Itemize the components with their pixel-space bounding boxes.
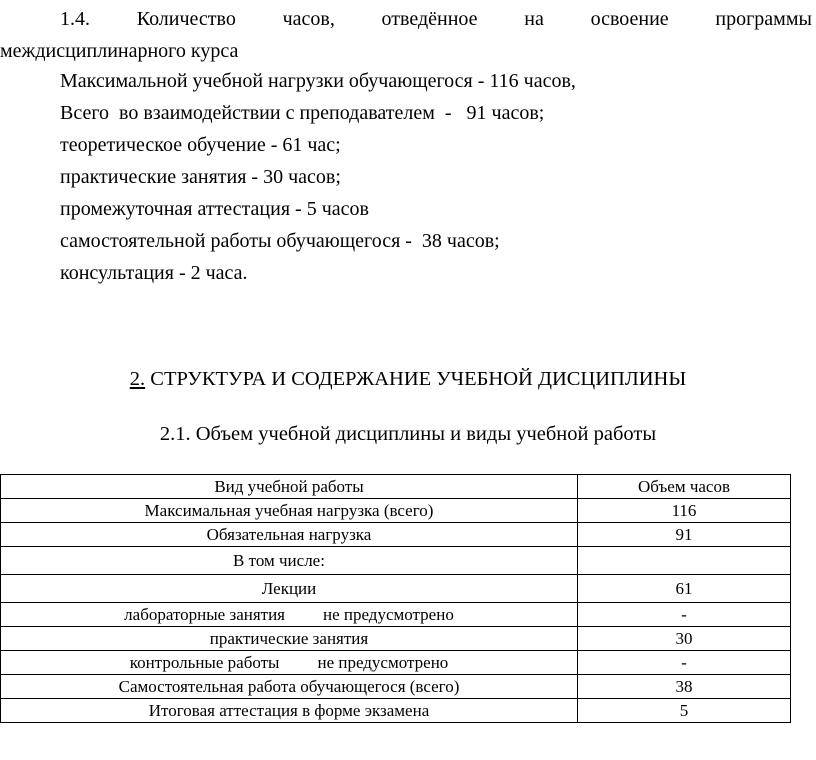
row-label-text: лабораторные занятия [124, 604, 285, 624]
row-label: Обязательная нагрузка [1, 523, 578, 547]
intro-word: Количество [136, 8, 236, 30]
table-row [1, 651, 791, 675]
row-label [1, 547, 578, 575]
row-value: - [578, 603, 791, 627]
intro-paragraph [0, 3, 812, 67]
column-header-type: Вид учебной работы [1, 475, 578, 499]
hours-list [60, 65, 800, 289]
row-value: 61 [578, 575, 791, 603]
row-note: не предусмотрено [323, 604, 454, 624]
table-row [1, 575, 791, 603]
row-value: 91 [578, 523, 791, 547]
hours-item: теоретическое обучение - 61 час; [60, 134, 341, 156]
table-row [1, 699, 791, 723]
section-title-text: СТРУКТУРА И СОДЕРЖАНИЕ УЧЕБНОЙ ДИСЦИПЛИНЫ [145, 368, 687, 390]
section-heading [0, 365, 816, 393]
row-label: Лекции [1, 575, 578, 603]
row-value: 38 [578, 675, 791, 699]
hours-item: промежуточная аттестация - 5 часов [60, 198, 369, 220]
hours-item: Максимальной учебной нагрузки обучающегося - 116 часов, [60, 70, 576, 92]
row-value: 30 [578, 627, 791, 651]
intro-word: программы [715, 8, 812, 30]
row-note: не предусмотрено [317, 652, 449, 672]
row-label: Максимальная учебная нагрузка (всего) [1, 499, 578, 523]
row-label: Итоговая аттестация в форме экзамена [1, 699, 578, 723]
section-number: 2. [129, 368, 146, 390]
intro-line-1 [0, 3, 812, 35]
table-row [1, 499, 791, 523]
hours-item: Всего во взаимодействии с преподавателем - 91 часов; [60, 102, 545, 124]
intro-word: на [524, 8, 544, 30]
hours-item: консультация - 2 часа. [60, 262, 248, 284]
column-header-hours: Объем часов [578, 475, 791, 499]
table-row [1, 603, 791, 627]
hours-item: самостоятельной работы обучающегося - 38 часов; [60, 230, 500, 252]
hours-item: практические занятия - 30 часов; [60, 166, 341, 188]
table-row [1, 547, 791, 575]
row-value [578, 547, 791, 575]
intro-line-2: междисциплинарного курса [0, 40, 239, 62]
table-row [1, 675, 791, 699]
row-value: 116 [578, 499, 791, 523]
row-label: Самостоятельная работа обучающегося (всего) [1, 675, 578, 699]
row-label [1, 603, 578, 627]
table-header-row [1, 475, 791, 499]
intro-word: 1.4. [60, 8, 90, 30]
row-label-text: контрольные работы [129, 652, 280, 672]
row-label-text: В том числе: [233, 550, 325, 570]
table-row [1, 627, 791, 651]
intro-word: часов, [282, 8, 335, 30]
row-value: 5 [578, 699, 791, 723]
table-row [1, 523, 791, 547]
intro-word: освоение [590, 8, 669, 30]
subsection-heading: 2.1. Объем учебной дисциплины и виды учебной работы [159, 423, 657, 445]
row-label: практические занятия [1, 627, 578, 651]
intro-word: отведённое [381, 8, 478, 30]
row-value: - [578, 651, 791, 675]
row-label [1, 651, 578, 675]
work-volume-table [0, 474, 791, 723]
